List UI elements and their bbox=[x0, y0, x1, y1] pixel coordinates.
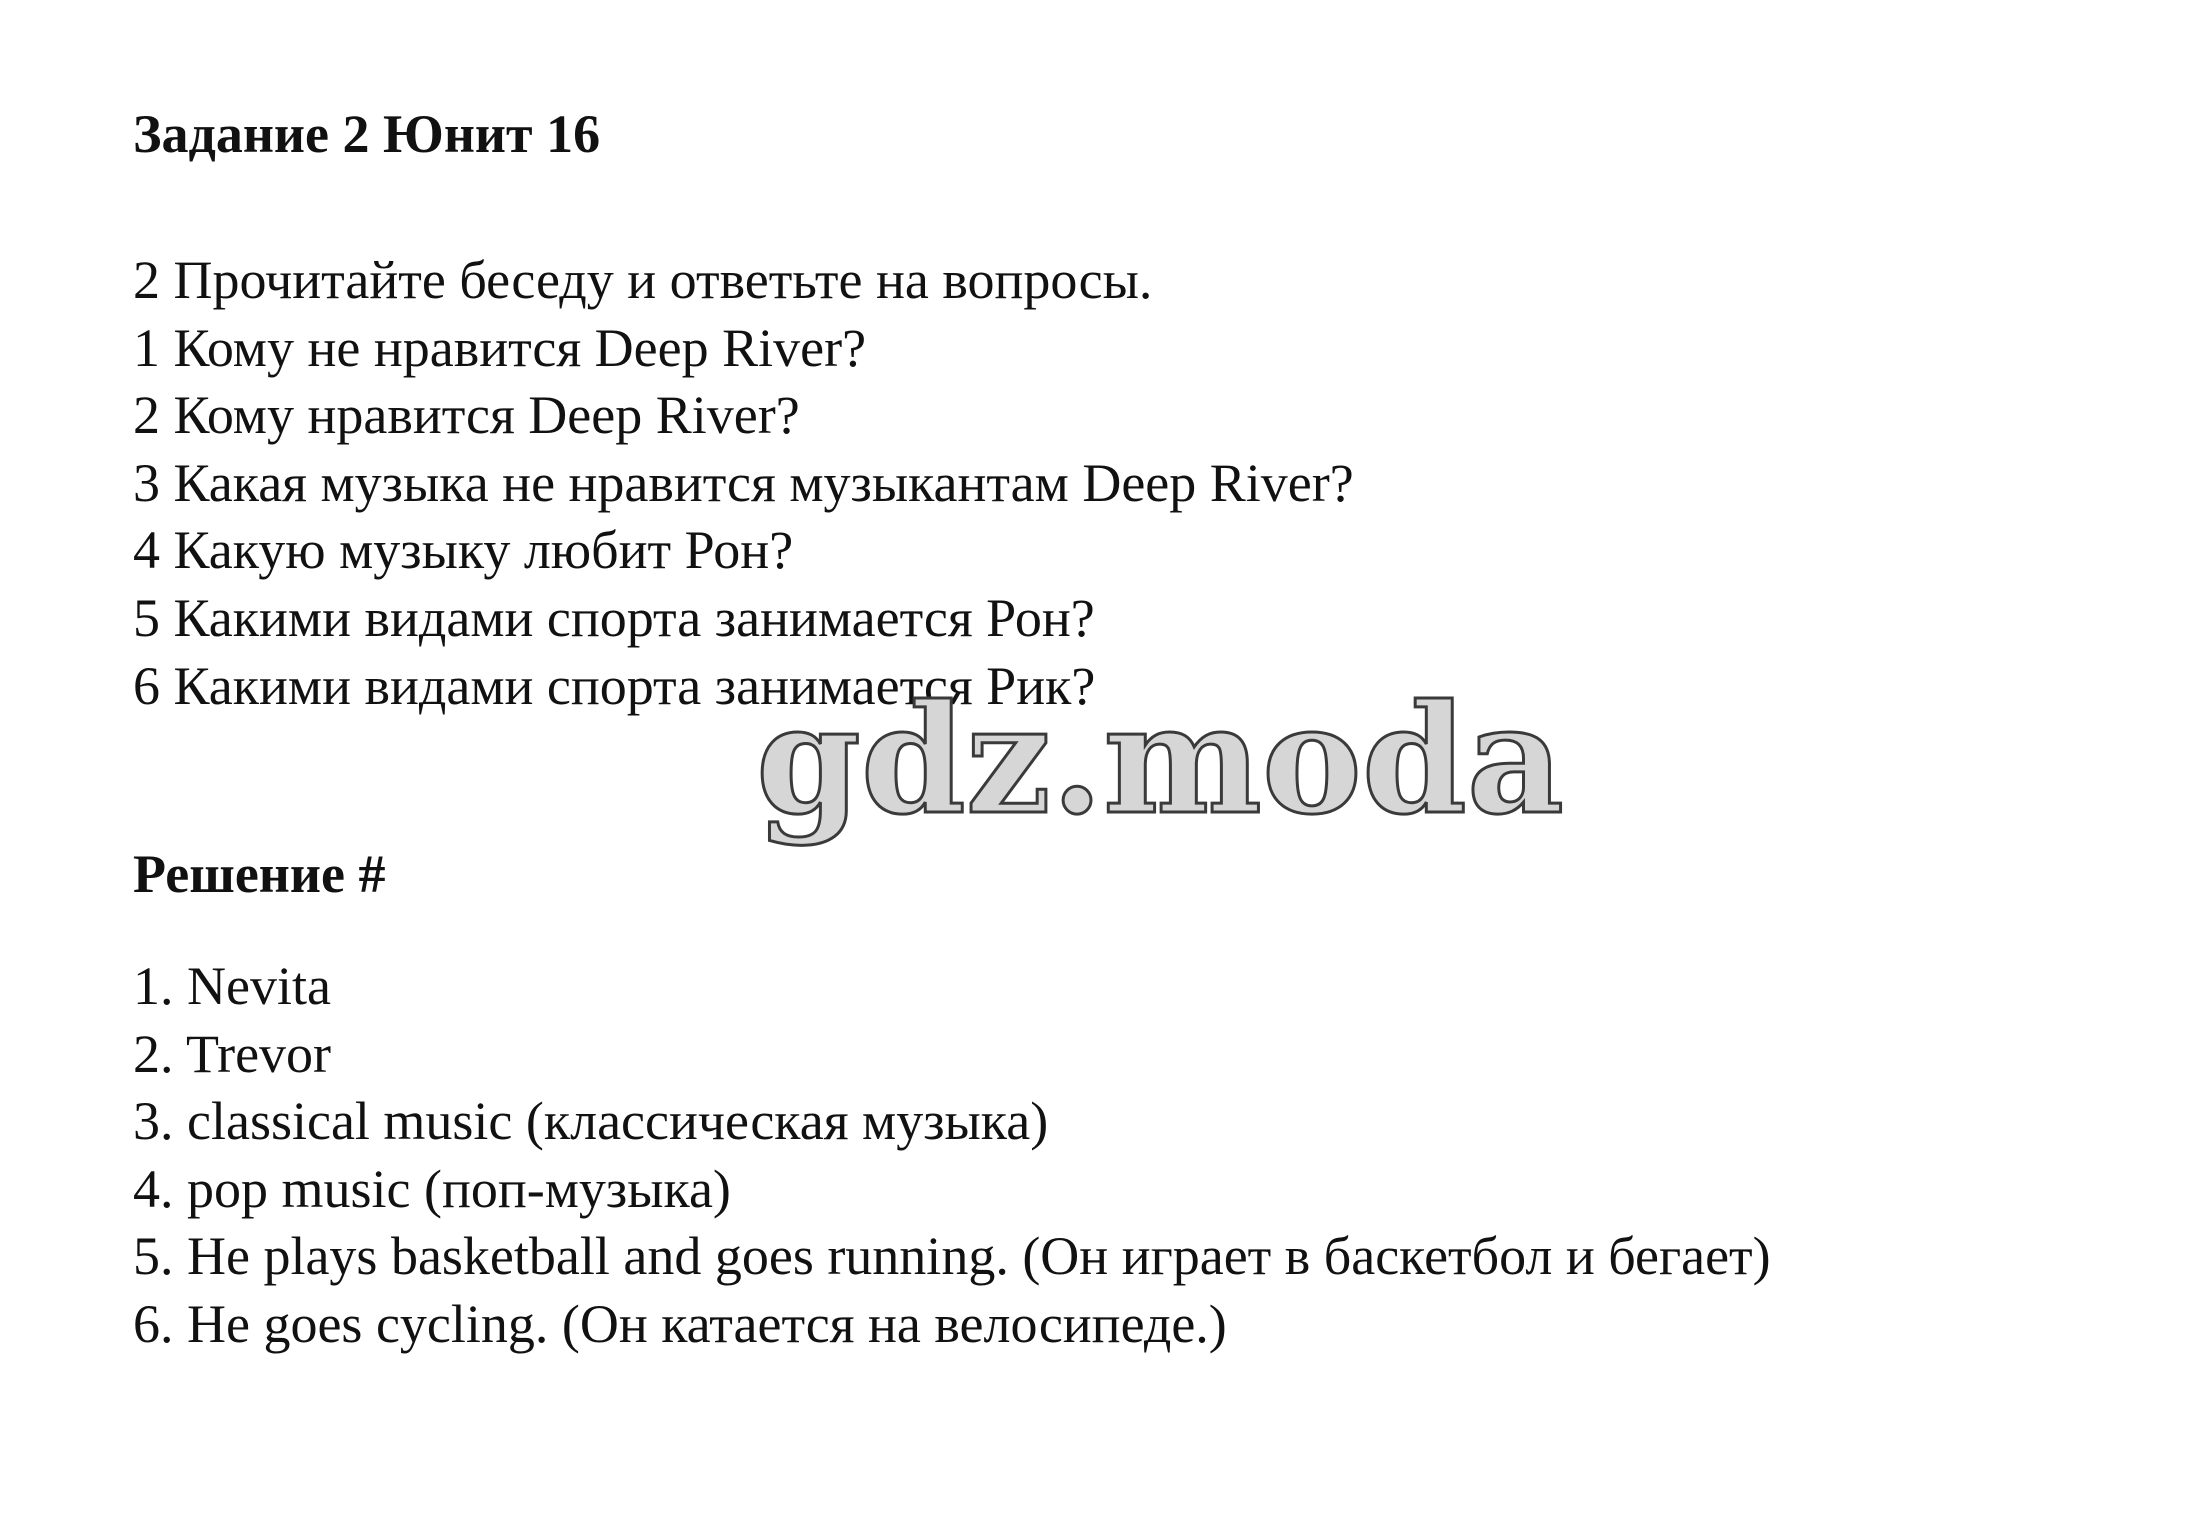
question-item: 5 Какими видами спорта занимается Рон? bbox=[133, 587, 1095, 648]
watermark-text: gdz.moda bbox=[756, 672, 1565, 848]
answer-item: 6. He goes cycling. (Он катается на велосипеде.) bbox=[133, 1293, 1227, 1354]
answer-item: 3. classical music (классическая музыка) bbox=[133, 1091, 1049, 1152]
question-item: 3 Какая музыка не нравится музыкантам Deep River? bbox=[133, 452, 1354, 513]
question-item: 2 Кому нравится Deep River? bbox=[133, 385, 800, 446]
question-item: 1 Кому не нравится Deep River? bbox=[133, 317, 867, 378]
answer-item: 5. He plays basketball and goes running. (Он играет в баскетбол и бегает) bbox=[133, 1226, 1771, 1287]
solution-heading: Решение # bbox=[133, 844, 386, 904]
question-list bbox=[133, 247, 1354, 720]
question-item: 6 Какими видами спорта занимается Рик? bbox=[133, 655, 1096, 716]
answer-item: 1. Nevita bbox=[133, 956, 331, 1016]
task-instruction: 2 Прочитайте беседу и ответьте на вопросы. bbox=[133, 250, 1153, 310]
question-item: 4 Какую музыку любит Рон? bbox=[133, 520, 794, 581]
answer-list bbox=[133, 953, 1771, 1359]
answer-item: 4. pop music (поп-музыка) bbox=[133, 1158, 731, 1219]
task-title: Задание 2 Юнит 16 bbox=[133, 104, 601, 164]
answer-item: 2. Trevor bbox=[133, 1023, 332, 1084]
watermark-logo bbox=[752, 672, 1565, 862]
